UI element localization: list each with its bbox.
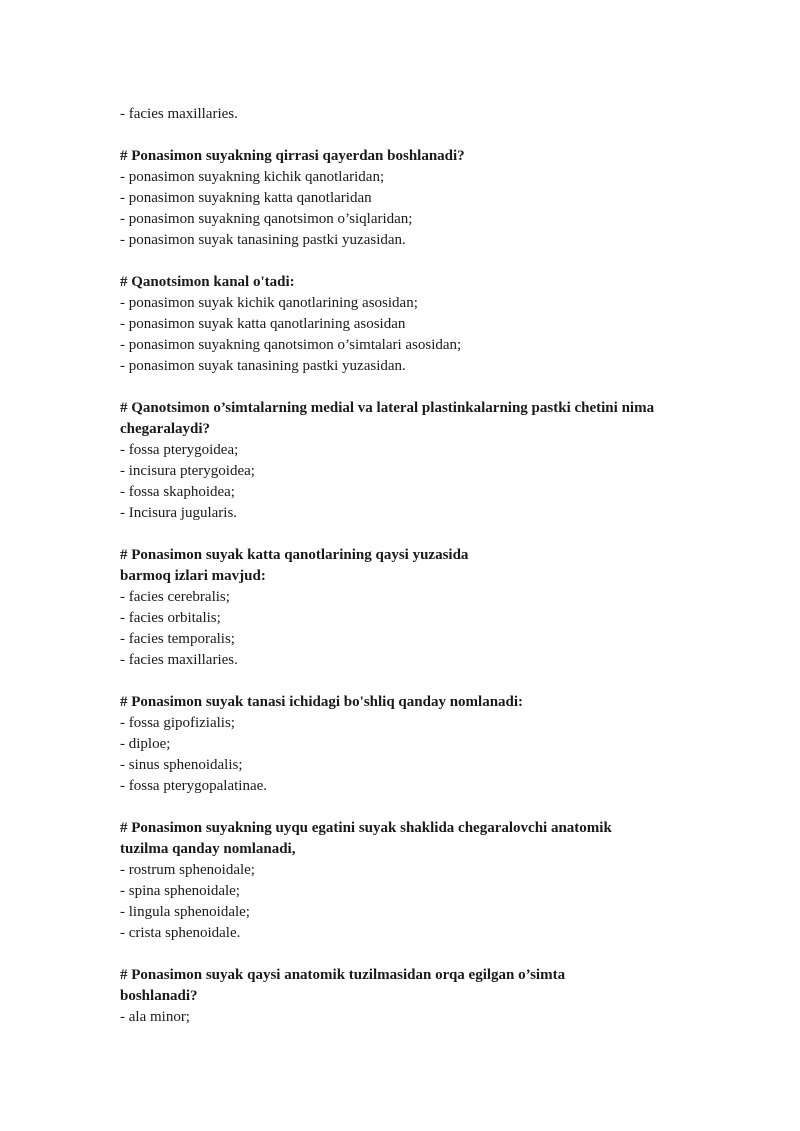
question-block <box>120 398 720 524</box>
answer-option: - ponasimon suyakning qanotsimon o’siqlaridan; <box>120 211 413 227</box>
answer-option: - ponasimon suyak tanasining pastki yuzasidan. <box>120 358 406 374</box>
question-block <box>120 272 720 377</box>
answer-option: - fossa pterygoidea; <box>120 442 239 458</box>
answer-option: - facies cerebralis; <box>120 589 230 605</box>
question-block <box>120 146 720 251</box>
answer-option: - lingula sphenoidale; <box>120 904 250 920</box>
answer-option: - fossa skaphoidea; <box>120 484 235 500</box>
answer-option: - spina sphenoidale; <box>120 883 240 899</box>
answer-option: - ponasimon suyak tanasining pastki yuzasidan. <box>120 232 406 248</box>
answer-option: - ponasimon suyak kichik qanotlarining asosidan; <box>120 295 418 311</box>
answer-option: - facies maxillaries. <box>120 652 238 668</box>
question-text: # Qanotsimon o’simtalarning medial va lateral plastinkalarning pastki chetini nima chegaralaydi? <box>120 400 655 437</box>
question-text: # Ponasimon suyak tanasi ichidagi bo'shliq qanday nomlanadi: <box>120 694 524 710</box>
question-text: # Ponasimon suyak qaysi anatomik tuzilmasidan orqa egilgan o’simta boshlanadi? <box>120 967 566 1004</box>
answer-option: - fossa pterygopalatinae. <box>120 778 268 794</box>
question-block <box>120 545 720 671</box>
answer-option: - ponasimon suyakning qanotsimon o’simtalari asosidan; <box>120 337 462 353</box>
question-block <box>120 692 720 797</box>
answer-option: - ala minor; <box>120 1009 190 1025</box>
question-text: # Ponasimon suyak katta qanotlarining qaysi yuzasida barmoq izlari mavjud: <box>120 547 469 584</box>
answer-option: - ponasimon suyak katta qanotlarining asosidan <box>120 316 406 332</box>
question-text: # Ponasimon suyakning uyqu egatini suyak shaklida chegaralovchi anatomik tuzilma qanday nomlanadi, <box>120 820 612 857</box>
answer-option: - ponasimon suyakning kichik qanotlaridan; <box>120 169 385 185</box>
answer-option: - incisura pterygoidea; <box>120 463 255 479</box>
answer-option: - Incisura jugularis. <box>120 505 238 521</box>
question-block <box>120 965 720 1028</box>
answer-option: - ponasimon suyakning katta qanotlaridan <box>120 190 372 206</box>
answer-option: - crista sphenoidale. <box>120 925 241 941</box>
answer-option: - facies orbitalis; <box>120 610 221 626</box>
question-block <box>120 818 720 944</box>
answer-option: - sinus sphenoidalis; <box>120 757 243 773</box>
document-page <box>120 104 720 1028</box>
answer-option: - fossa gipofizialis; <box>120 715 235 731</box>
question-text: # Qanotsimon kanal o'tadi: <box>120 274 295 290</box>
answer-option: - diploe; <box>120 736 171 752</box>
answer-option: - facies temporalis; <box>120 631 235 647</box>
answer-option: - rostrum sphenoidale; <box>120 862 255 878</box>
lead-line: - facies maxillaries. <box>120 106 238 122</box>
question-text: # Ponasimon suyakning qirrasi qayerdan boshlanadi? <box>120 148 465 164</box>
